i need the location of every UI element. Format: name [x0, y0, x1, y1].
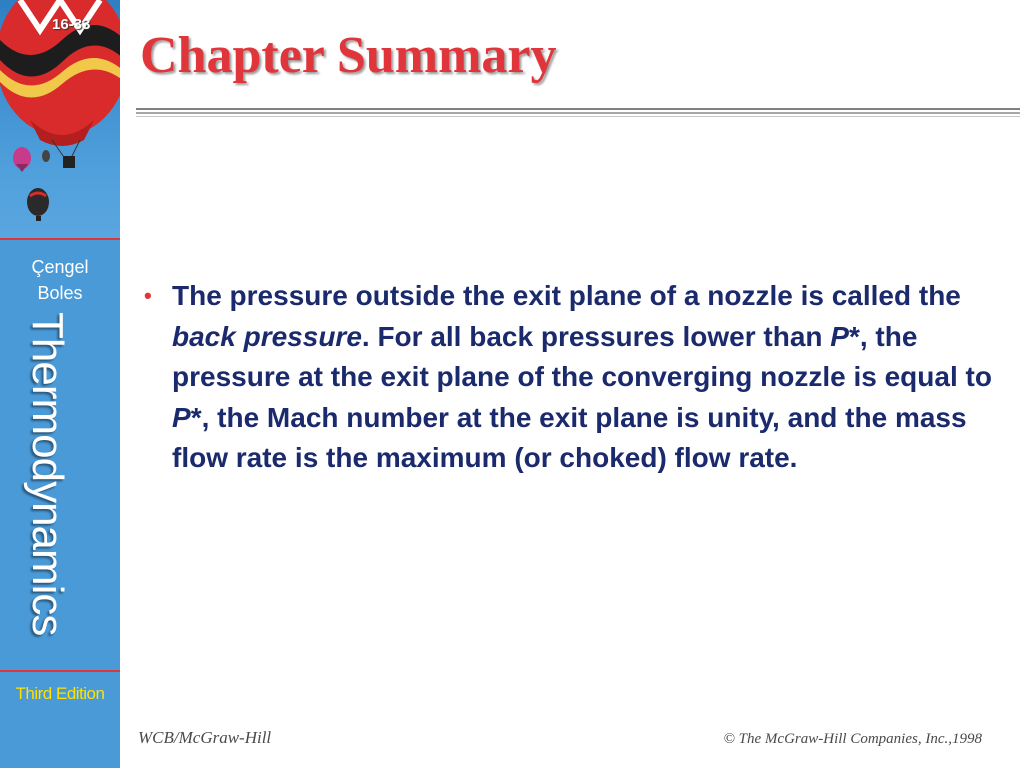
sidebar-divider-top — [0, 238, 120, 240]
summary-bullet — [144, 276, 1004, 479]
bullet-text — [172, 276, 1004, 479]
title-rule — [136, 108, 1020, 117]
balloon-illustration — [0, 0, 120, 238]
sidebar-divider-bottom — [0, 670, 120, 672]
bullet-text-4: *, the Mach number at the exit plane is unity, and the mass flow rate is the maximum (or choked) flow rate. — [172, 401, 967, 473]
symbol-p-star-1: P — [830, 320, 849, 352]
author-cengel: Çengel — [31, 257, 89, 277]
bullet-dot: • — [144, 283, 152, 308]
slide-title: Chapter Summary — [140, 27, 557, 84]
sidebar — [0, 0, 120, 768]
bullet-text-2: . For all back pressures lower than — [361, 320, 831, 352]
symbol-p-star-2: P — [172, 401, 191, 433]
slide-number: 16-33 — [52, 16, 91, 33]
footer-copyright: © The McGraw-Hill Companies, Inc.,1998 — [723, 731, 982, 747]
bullet-text-1: The pressure outside the exit plane of a nozzle is called the — [172, 280, 961, 311]
bullet-text-3: *, the pressure at the exit plane of the converging nozzle is equal to — [172, 320, 992, 392]
edition-label: Third Edition — [15, 684, 105, 703]
footer-publisher: WCB/McGraw-Hill — [138, 728, 272, 747]
term-back-pressure: back pressure — [172, 320, 362, 352]
author-boles: Boles — [37, 283, 83, 303]
book-title: Thermodynamics — [23, 312, 72, 636]
